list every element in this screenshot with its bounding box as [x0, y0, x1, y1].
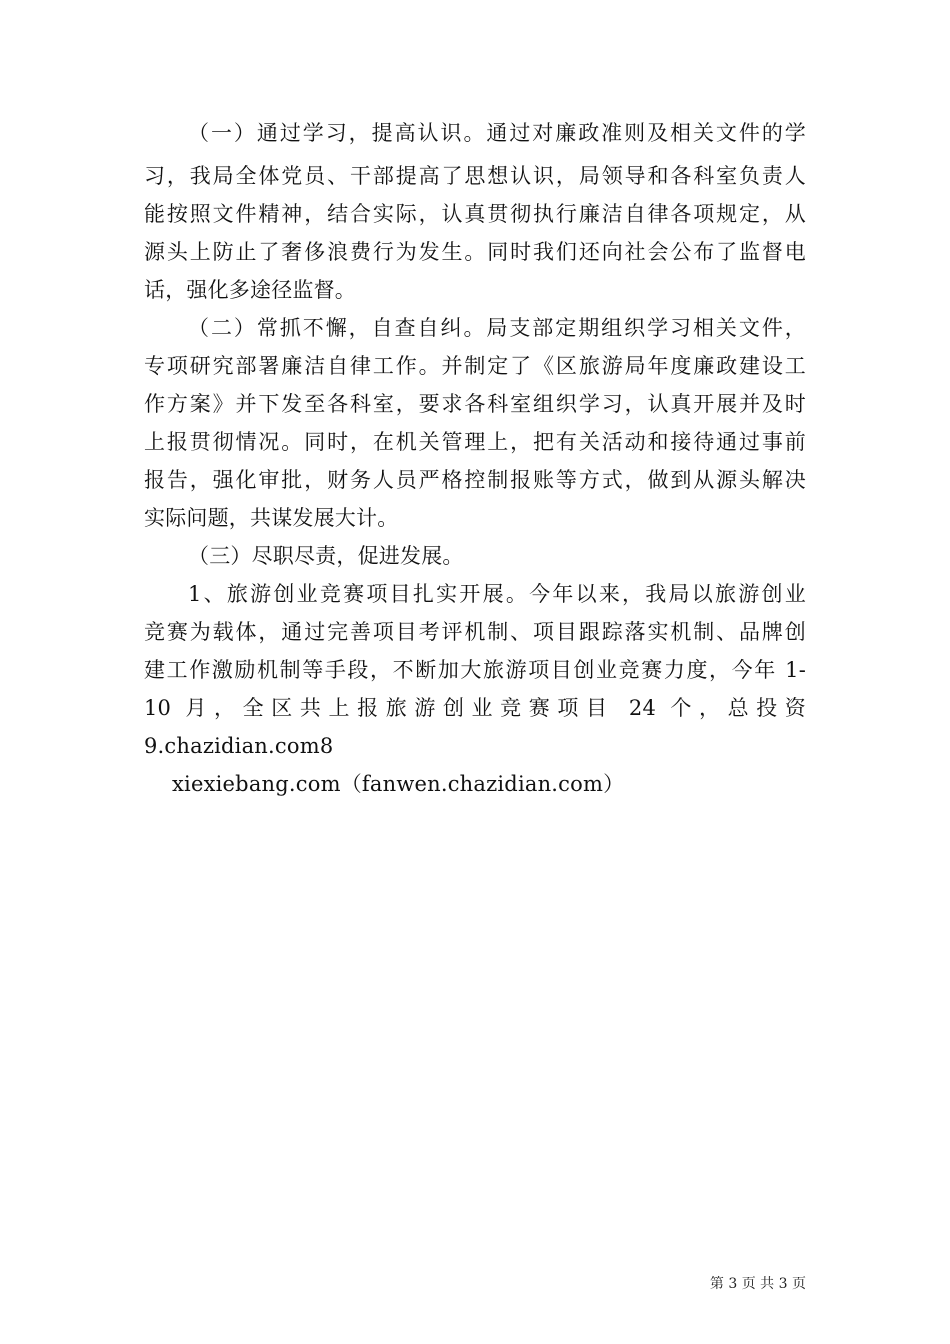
paragraph-1-line-5: 话，强化多途径监督。 [144, 278, 356, 302]
paragraph-3-line-2: 竞赛为载体，通过完善项目考评机制、项目跟踪落实机制、品牌创 [144, 620, 806, 644]
paragraph-2-line-1: （二）常抓不懈，自查自纠。局支部定期组织学习相关文件， [188, 316, 806, 340]
section-heading: （三）尽职尽责，促进发展。 [188, 544, 464, 568]
paragraph-3-line-4: 10 月，全区共上报旅游创业竞赛项目 24 个，总投资 [144, 696, 806, 720]
source-line: xiexiebang.com（fanwen.chazidian.com） [172, 772, 625, 796]
paragraph-1-line-2: 习，我局全体党员、干部提高了思想认识，局领导和各科室负责人 [144, 164, 806, 188]
paragraph-2-line-4: 上报贯彻情况。同时，在机关管理上，把有关活动和接待通过事前 [144, 430, 806, 454]
paragraph-2-line-3: 作方案》并下发至各科室，要求各科室组织学习，认真开展并及时 [144, 392, 806, 416]
paragraph-3-line-1: 1、旅游创业竞赛项目扎实开展。今年以来，我局以旅游创业 [188, 582, 806, 606]
paragraph-2-line-2: 专项研究部署廉洁自律工作。并制定了《区旅游局年度廉政建设工 [144, 354, 806, 378]
paragraph-1-line-3: 能按照文件精神，结合实际，认真贯彻执行廉洁自律各项规定，从 [144, 202, 806, 226]
page-number-footer: 第 3 页 共 3 页 [709, 1276, 806, 1292]
paragraph-3-line-3: 建工作激励机制等手段，不断加大旅游项目创业竞赛力度，今年 1- [144, 658, 806, 682]
paragraph-3-line-5: 9.chazidian.com8 [144, 734, 334, 758]
paragraph-1-line-4: 源头上防止了奢侈浪费行为发生。同时我们还向社会公布了监督电 [144, 240, 806, 264]
paragraph-1-line-1: （一）通过学习，提高认识。通过对廉政准则及相关文件的学 [188, 121, 806, 145]
paragraph-2-line-5: 报告，强化审批，财务人员严格控制报账等方式，做到从源头解决 [144, 468, 806, 492]
paragraph-2-line-6: 实际问题，共谋发展大计。 [144, 506, 399, 530]
